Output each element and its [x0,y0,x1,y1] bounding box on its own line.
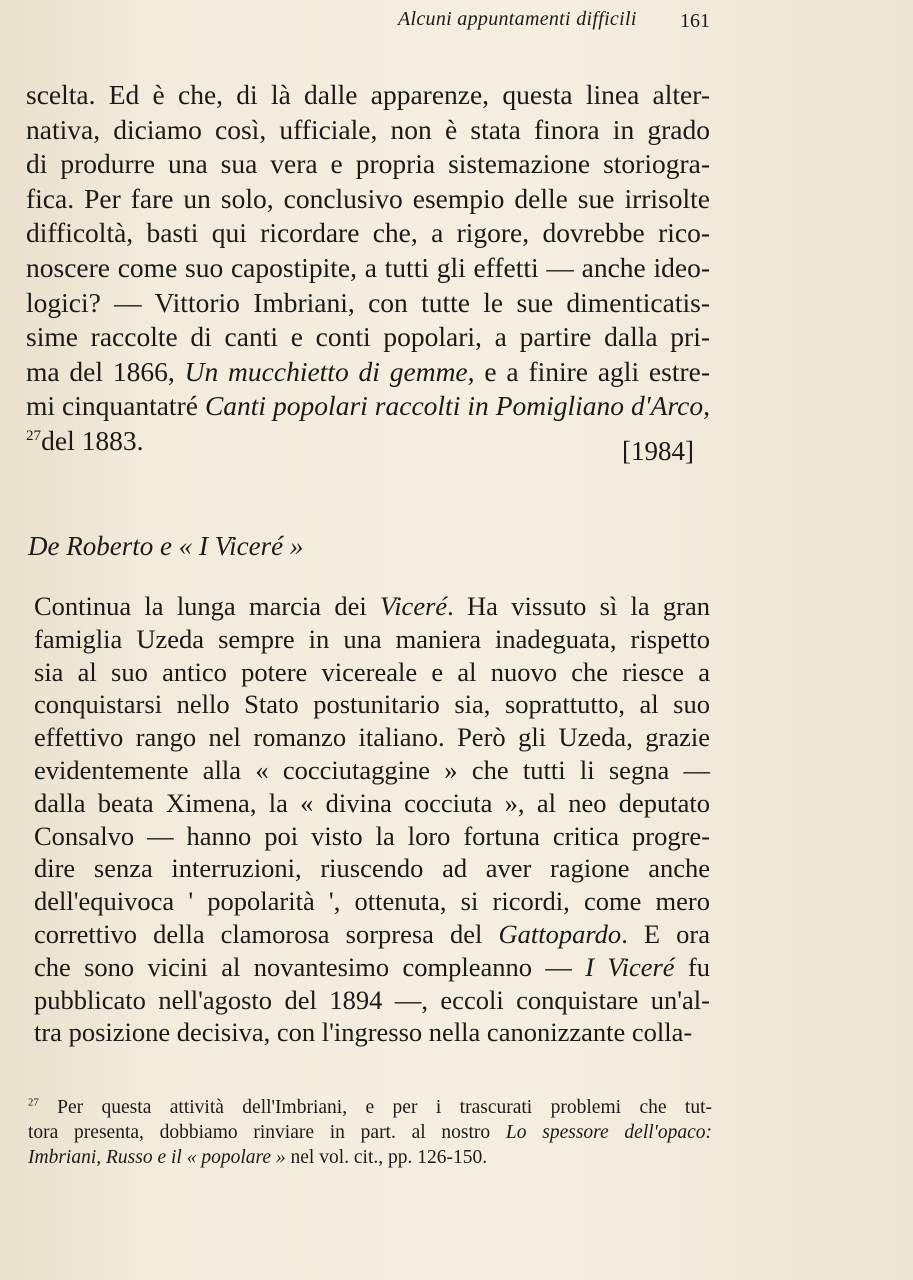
section-title: De Roberto e « I Viceré » [28,531,304,561]
top-paragraph-line: difficoltà, basti qui ricordare che, a rigore, dovrebbe rico- [26,217,710,249]
top-paragraph-line: sime raccolte di canti e conti popolari, a partire dalla pri- [26,321,710,353]
main-paragraph-line: effettivo rango nel romanzo italiano. Però gli Uzeda, grazie [34,722,710,753]
main-paragraph-line: sia al suo antico potere vicereale e al nuovo che riesce a [34,656,710,687]
top-paragraph-line: di produrre una sua vera e propria sistemazione storiogra- [26,148,710,180]
top-paragraph-line [26,355,710,390]
text-segment: Continua la lunga marcia dei [34,591,380,621]
italic-text: Imbriani, Russo e il « popolare » [28,1147,286,1168]
essay-date: [1984] [622,436,694,466]
footnote-line [28,1145,712,1170]
top-paragraph-line: scelta. Ed è che, di là dalle apparenze, questa linea alter- [26,79,710,110]
top-paragraph-line: nativa, diciamo così, ufficiale, non è stata finora in grado [26,113,710,145]
page-header [0,8,913,38]
main-paragraph-line: conquistarsi nello Stato postunitario sia, soprattutto, al suo [34,689,710,720]
italic-text: Gattopardo [498,918,622,949]
text-segment: . Ha vissuto sì la gran [447,591,711,621]
top-paragraph-line: logici? — Vittorio Imbriani, con tutte le sue dimenticatis- [26,286,710,318]
text-segment: fu [674,951,710,982]
main-paragraph-line: dell'equivoca ' popolarità ', ottenuta, si ricordi, come mero [34,886,710,917]
italic-text: Canti popolari raccolti in Pomigliano d'Arco, [204,390,710,422]
footnote-line [28,1120,712,1145]
italic-text: Lo spessore dell'opaco: [505,1122,712,1143]
top-paragraph-line [26,389,710,424]
main-paragraph-line [34,918,710,951]
running-title: Alcuni appuntamenti difficili [398,8,637,30]
main-paragraph-line: famiglia Uzeda sempre in una maniera inadeguata, rispetto [34,623,710,654]
text-segment: . [136,424,144,456]
top-paragraph-line: fica. Per fare un solo, conclusivo esempio delle sue irrisolte [26,182,710,214]
main-paragraph-line: Consalvo — hanno poi visto la loro fortuna critica progre- [34,820,710,851]
top-paragraph-line: noscere come suo capostipite, a tutti gli effetti — anche ideo- [26,251,710,283]
main-paragraph-line: tra posizione decisiva, con l'ingresso nella canonizzante colla- [34,1017,693,1048]
page-number: 161 [680,10,710,32]
main-paragraph-line: evidentemente alla « cocciutaggine » che tutti li segna — [34,754,710,785]
text-segment: tora presenta, dobbiamo rinviare in part. al nostro [28,1122,506,1143]
main-paragraph-line: dalla beata Ximena, la « divina cocciuta », al neo deputato [34,787,710,818]
top-paragraph [26,78,710,459]
footnote-marker: 27 [28,1096,39,1109]
main-paragraph-line [34,951,710,984]
footnote [28,1095,712,1170]
text-segment: . E ora [621,918,710,949]
footnote-line [28,1095,712,1120]
text-segment: ma del 1866, [26,355,185,387]
text-segment: nel vol. cit., pp. 126-150. [285,1147,488,1168]
italic-text: I Viceré [585,951,675,982]
text-segment: del 1883 [41,424,137,456]
text-segment: Per questa attività dell'Imbriani, e per i trascurati problemi che tut- [38,1097,712,1118]
italic-text: Un mucchietto di gemme, [184,355,475,387]
main-paragraph-line: dire senza interruzioni, riuscendo ad aver ragione anche [34,853,710,884]
text-segment: correttivo della clamorosa sorpresa del [34,918,499,949]
top-paragraph-line [26,424,710,459]
main-paragraph-line [34,590,710,623]
italic-text: Viceré [379,591,448,621]
main-paragraph-line: pubblicato nell'agosto del 1894 —, eccoli conquistare un'al- [34,984,710,1015]
text-segment: che sono vicini al novantesimo compleanno — [34,951,586,982]
footnote-marker: 27 [26,427,42,444]
text-segment: e a finire agli estre- [474,355,710,387]
text-segment: mi cinquantatré [26,390,205,422]
main-paragraph [34,590,710,1049]
